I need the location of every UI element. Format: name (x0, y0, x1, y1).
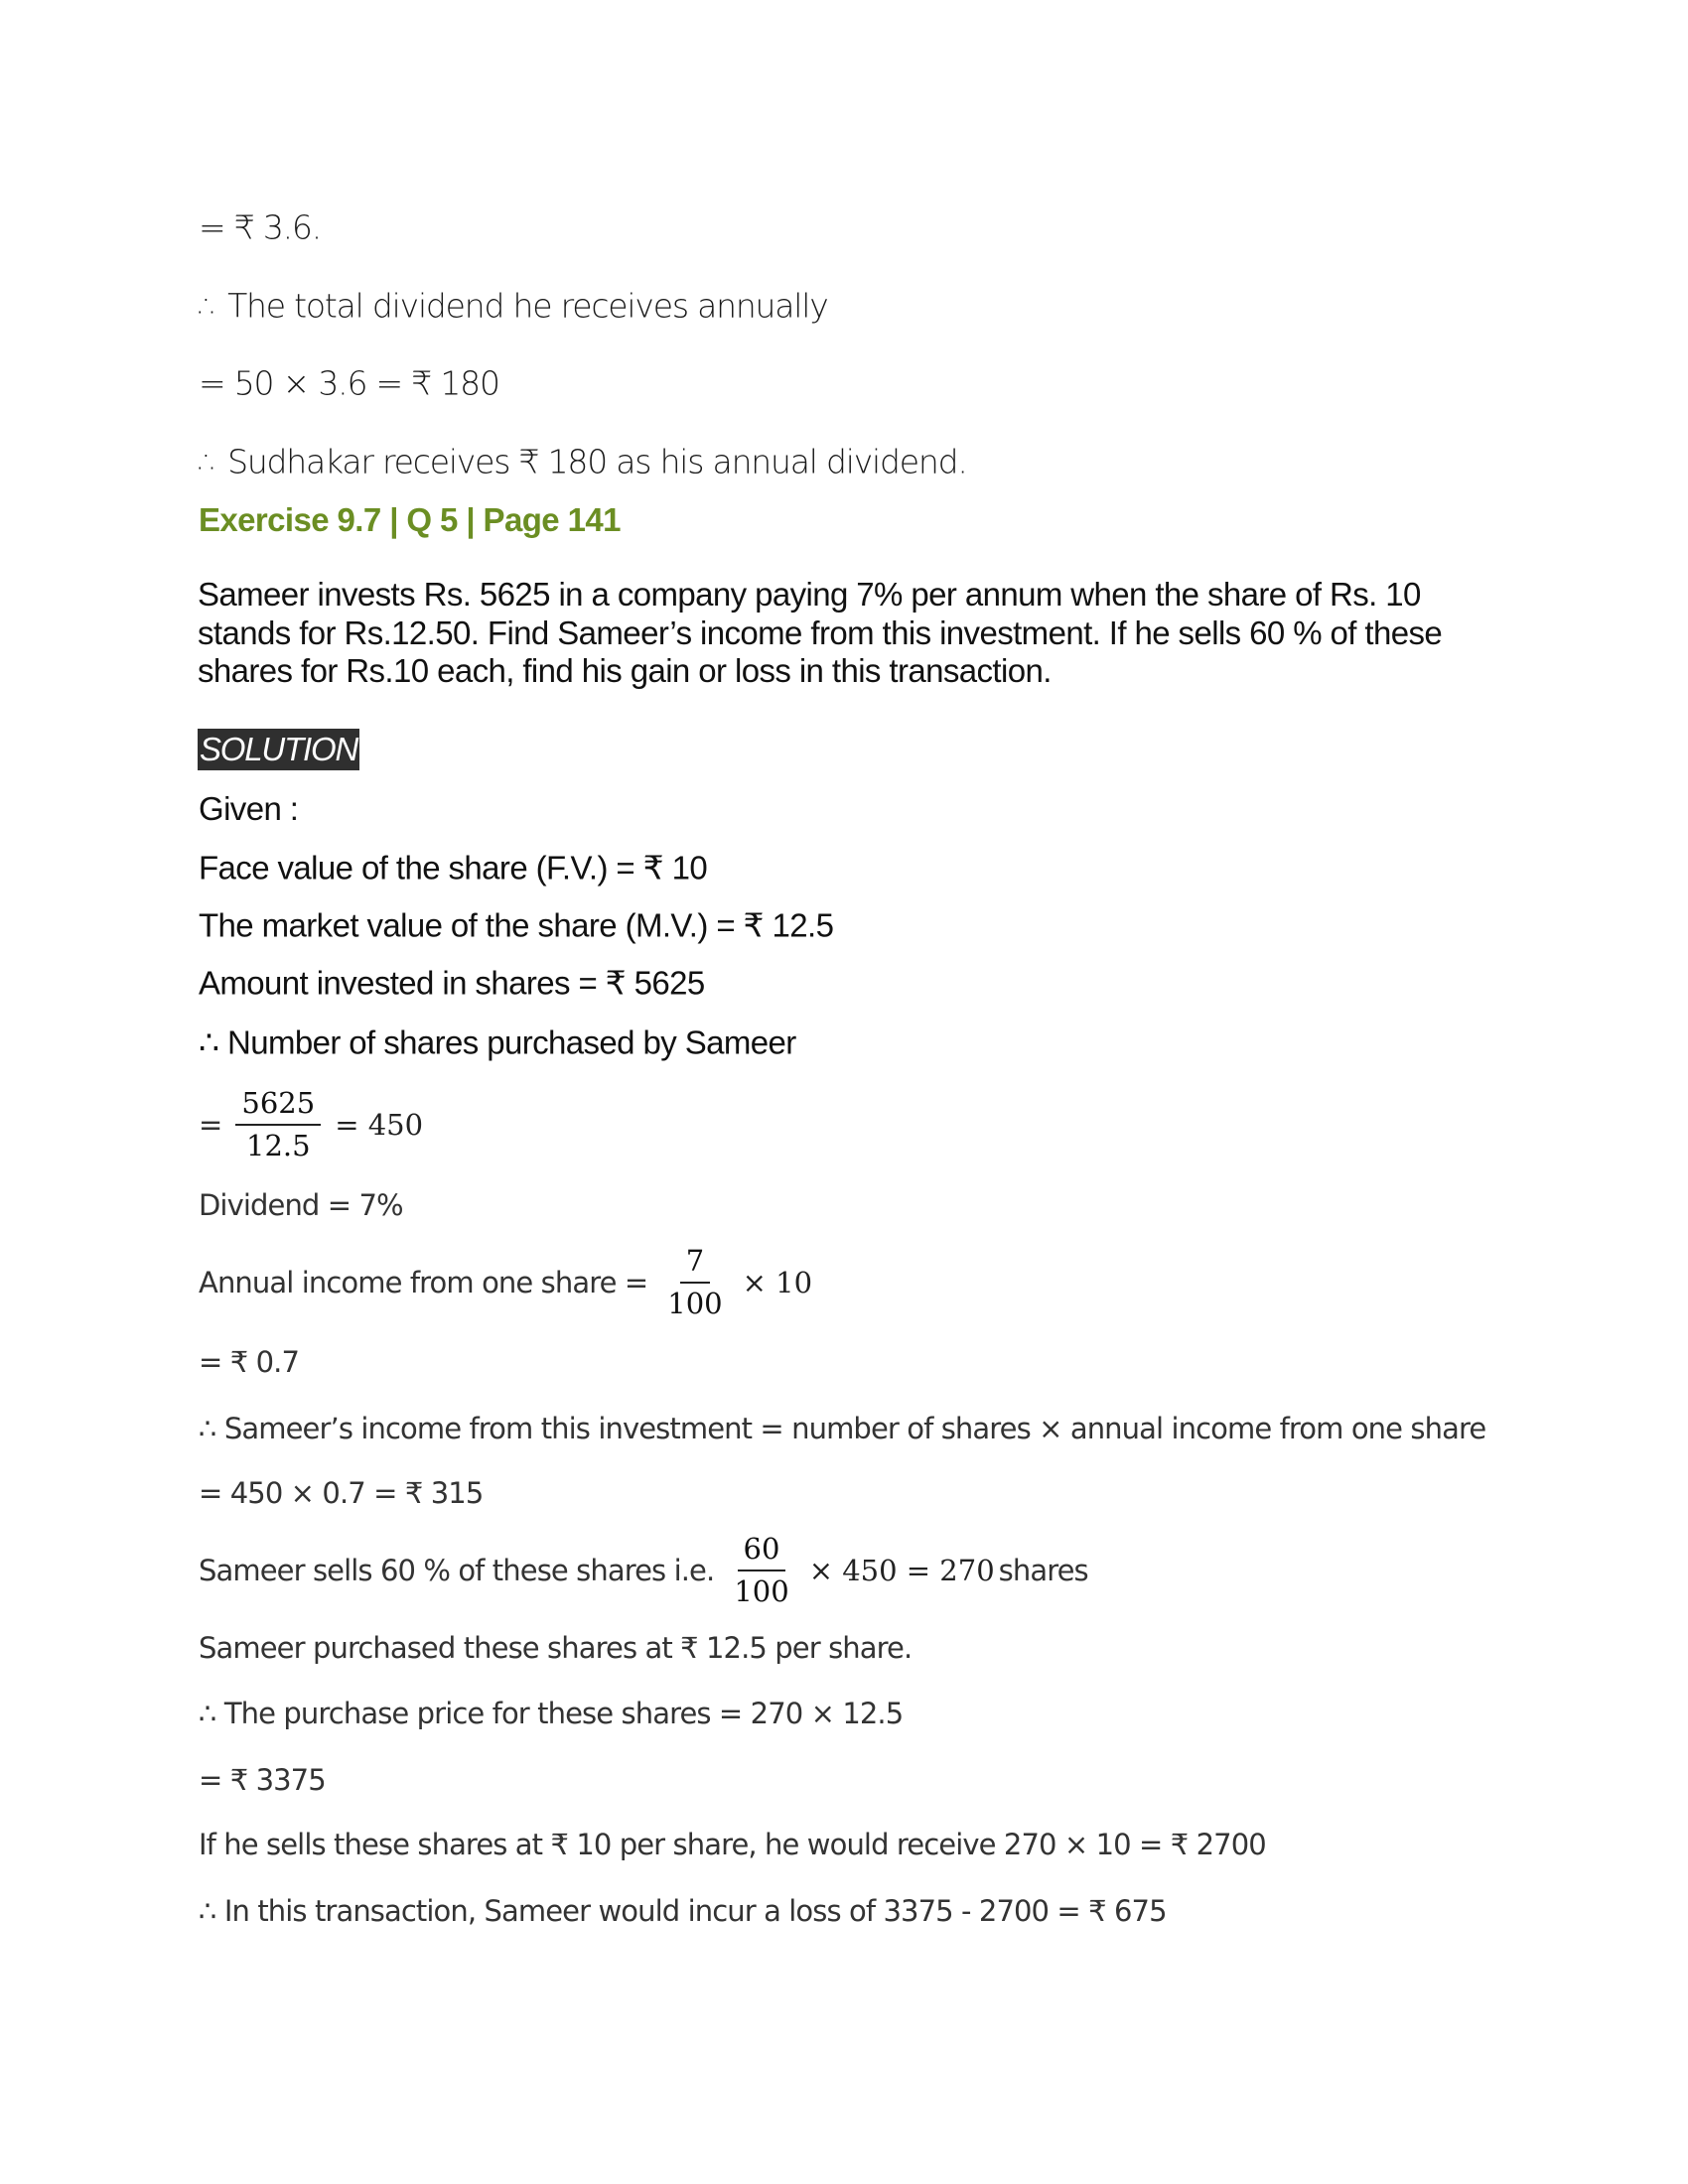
sale-receipt-line: If he sells these shares at ₹ 10 per share, he would receive 270 × 10 = ₹ 2700 (199, 1828, 1266, 1861)
fraction-5625-over-12-5 (235, 1086, 321, 1162)
dividend-line: Dividend = 7% (199, 1188, 403, 1222)
fraction-numerator: 60 (738, 1535, 786, 1571)
sells-math: × 450 = 270 (808, 1554, 995, 1587)
purchase-rate-line: Sameer purchased these shares at ₹ 12.5 per share. (199, 1631, 913, 1665)
purchase-price-line: ∴ The purchase price for these shares = 270 × 12.5 (199, 1697, 904, 1730)
sells-unit: shares (998, 1554, 1088, 1587)
equation-result: = 450 (335, 1108, 424, 1142)
face-value-line: Face value of the share (F.V.) = ₹ 10 (199, 849, 708, 887)
purchase-result-line: = ₹ 3375 (199, 1763, 326, 1797)
multiply-by-10: × 10 (742, 1266, 813, 1299)
market-value-line: The market value of the share (M.V.) = ₹ 12.5 (199, 906, 834, 944)
fraction-7-over-100 (661, 1244, 728, 1320)
amount-invested-line: Amount invested in shares = ₹ 5625 (199, 964, 705, 1002)
fraction-denominator: 100 (667, 1287, 723, 1320)
sells-shares-equation (199, 1532, 1088, 1608)
annual-income-label: Annual income from one share = (199, 1266, 648, 1299)
prev-line-conclusion: ∴ Sudhakar receives ₹ 180 as his annual dividend. (199, 442, 967, 481)
prev-line-total-dividend-label: ∴ The total dividend he receives annually (199, 286, 828, 326)
loss-conclusion-line: ∴ In this transaction, Sameer would incur a loss of 3375 - 2700 = ₹ 675 (199, 1894, 1167, 1928)
question-text: Sameer invests Rs. 5625 in a company paying 7% per annum when the share of Rs. 10 stands for Rs.12.50. Find Sameer’s income from this investment. If he sells 60 % of these shares for Rs.10 each, find his gain or loss in this transaction. (198, 576, 1443, 689)
num-shares-equation (199, 1086, 424, 1162)
exercise-heading: Exercise 9.7 | Q 5 | Page 141 (199, 501, 621, 538)
fraction-denominator: 100 (734, 1574, 789, 1608)
solution-label: SOLUTION (198, 729, 359, 770)
income-result-line: = 450 × 0.7 = ₹ 315 (199, 1476, 484, 1510)
equation-prefix: = (199, 1108, 222, 1142)
fraction-60-over-100 (728, 1532, 794, 1608)
prev-line-dividend-per-share: = ₹ 3.6. (199, 207, 321, 247)
annual-income-one-share-equation (199, 1244, 813, 1320)
given-label: Given : (199, 790, 299, 827)
num-shares-label: ∴ Number of shares purchased by Sameer (199, 1024, 796, 1061)
prev-line-total-dividend-calc: = 50 × 3.6 = ₹ 180 (199, 363, 499, 403)
income-formula-line: ∴ Sameer’s income from this investment = number of shares × annual income from one share (199, 1412, 1486, 1445)
annual-income-result: = ₹ 0.7 (199, 1345, 300, 1379)
fraction-denominator: 12.5 (246, 1129, 311, 1162)
sells-label: Sameer sells 60 % of these shares i.e. (199, 1554, 715, 1587)
fraction-numerator: 7 (680, 1247, 710, 1284)
fraction-numerator: 5625 (235, 1089, 321, 1126)
